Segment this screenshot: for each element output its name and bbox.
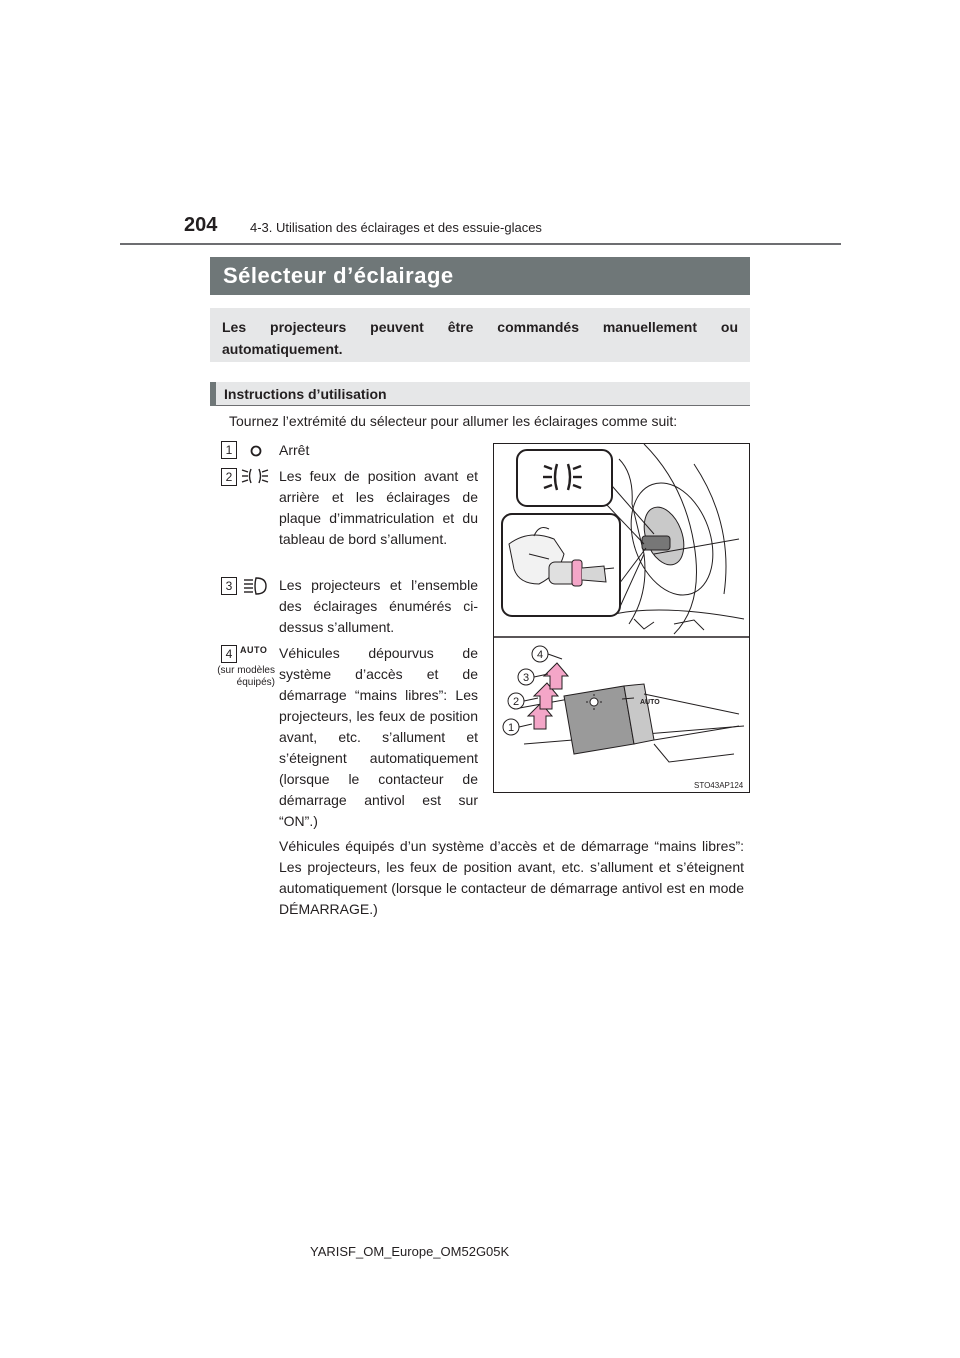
running-header: 4-3. Utilisation des éclairages et des essuie-glaces bbox=[250, 220, 542, 235]
callout-1: 1 bbox=[507, 722, 515, 734]
off-circle-icon bbox=[249, 444, 263, 458]
position-lamp-icon bbox=[241, 466, 269, 486]
item-number-2: 2 bbox=[221, 468, 237, 486]
item-number-4: 4 bbox=[221, 645, 237, 663]
sub-heading bbox=[210, 382, 750, 406]
intro-line-2: automatiquement. bbox=[222, 341, 343, 357]
intro-box bbox=[210, 308, 750, 362]
section-title: Sélecteur d’éclairage bbox=[210, 257, 750, 295]
header-rule bbox=[120, 243, 841, 245]
intro-line-1: Les projecteurs peuvent être commandés manuellement ou bbox=[222, 319, 738, 335]
item-number-3: 3 bbox=[221, 577, 237, 595]
switch-auto-label: AUTO bbox=[640, 699, 660, 706]
item-number-1: 1 bbox=[221, 441, 237, 459]
illustration-figure bbox=[493, 443, 750, 793]
callout-2: 2 bbox=[512, 696, 520, 708]
figure-code: STO43AP124 bbox=[694, 781, 744, 790]
footer-document-id: YARISF_OM_Europe_OM52G05K bbox=[310, 1244, 510, 1259]
page-number: 204 bbox=[184, 214, 218, 236]
item-text-3: Les projecteurs et l’ensemble des éclairages énumérés ci-dessus s’allument. bbox=[279, 577, 478, 635]
auto-icon: AUTO bbox=[240, 645, 268, 655]
headlight-icon bbox=[243, 576, 267, 596]
sub-heading-label: Instructions d’utilisation bbox=[224, 386, 387, 402]
lead-text: Tournez l’extrémité du sélecteur pour allumer les éclairages comme suit: bbox=[229, 413, 678, 429]
full-paragraph: Véhicules équipés d’un système d’accès et de démarrage “mains libres”: Les projecteurs, les feux de position avant, etc. s’allument et s’éteignent automatiquement (lorsque le contacteur de démarrage antivol est en mode DÉMARRAGE.) bbox=[279, 838, 744, 917]
sub-heading-mark bbox=[210, 382, 216, 406]
item-text-4: Véhicules dépourvus de système d’accès et de démarrage “mains libres”: Les projecteurs, les feux de position avant, etc. s’allument et s’éteignent automatiquement (lorsque le contacteur de démarrage antivol est sur “ON”.) bbox=[279, 645, 478, 829]
callout-3: 3 bbox=[522, 672, 530, 684]
item-text-1: Arrêt bbox=[279, 442, 310, 458]
item-note-4: (sur modèles équipés) bbox=[217, 665, 275, 688]
lighting-switch-illustration bbox=[494, 444, 749, 792]
callout-4: 4 bbox=[536, 649, 544, 661]
item-text-2: Les feux de position avant et arrière et les éclairages de plaque d’immatriculation et du tableau de bord s’allument. bbox=[279, 468, 478, 547]
